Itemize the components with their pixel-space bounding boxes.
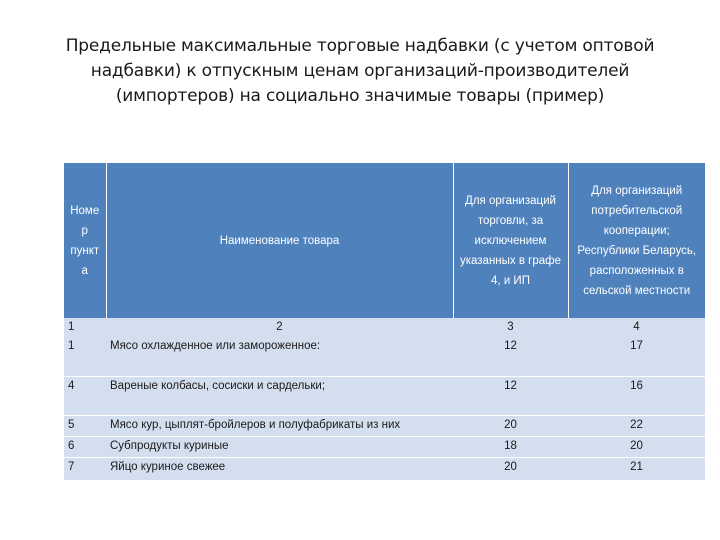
markup-trade: 12 — [504, 340, 517, 352]
markup-trade: 20 — [453, 416, 568, 437]
markup-trade: 18 — [453, 437, 568, 458]
header-cooperatives: Для организаций потребительской кооперации; Республики Беларусь, расположенных в сельской местности — [568, 163, 705, 318]
markup-cooperative: 20 — [568, 437, 705, 458]
row-col3-cell — [453, 318, 568, 377]
markup-trade: 12 — [453, 377, 568, 416]
column-number: 3 — [507, 321, 514, 333]
row-number-cell — [64, 318, 106, 377]
markup-table — [64, 163, 705, 481]
product-name: Мясо кур, цыплят-бройлеров и полуфабрикаты из них — [106, 416, 453, 437]
product-name: Мясо охлажденное или замороженное: — [110, 340, 321, 352]
markup-cooperative: 22 — [568, 416, 705, 437]
table-row — [64, 318, 705, 377]
row-number: 4 — [64, 377, 106, 416]
row-number: 5 — [64, 416, 106, 437]
markup-trade: 20 — [453, 458, 568, 481]
column-number: 4 — [633, 321, 640, 333]
page-title: Предельные максимальные торговые надбавки (с учетом оптовой надбавки) к отпускным ценам организаций-производителей (импортеров) на социально значимые товары (пример) — [65, 36, 655, 106]
markup-cooperative: 21 — [568, 458, 705, 481]
row-number: 6 — [64, 437, 106, 458]
row-col4-cell — [568, 318, 705, 377]
row-name-cell — [106, 318, 453, 377]
header-trade-organizations: Для организаций торговли, за исключением указанных в графе 4, и ИП — [453, 163, 568, 318]
product-name: Субпродукты куриные — [106, 437, 453, 458]
table-row — [64, 377, 705, 416]
markup-cooperative: 16 — [568, 377, 705, 416]
column-number: 2 — [276, 321, 283, 333]
row-number: 1 — [68, 340, 75, 352]
markup-cooperative: 17 — [630, 340, 643, 352]
column-number: 1 — [68, 321, 75, 333]
table-header-row — [64, 163, 705, 318]
table-row — [64, 416, 705, 437]
header-item-number: Номе р пункт а — [64, 163, 106, 318]
row-number: 7 — [64, 458, 106, 481]
header-product-name: Наименование товара — [106, 163, 453, 318]
table-row — [64, 458, 705, 481]
product-name: Яйцо куриное свежее — [106, 458, 453, 481]
product-name: Вареные колбасы, сосиски и сардельки; — [106, 377, 453, 416]
table-row — [64, 437, 705, 458]
